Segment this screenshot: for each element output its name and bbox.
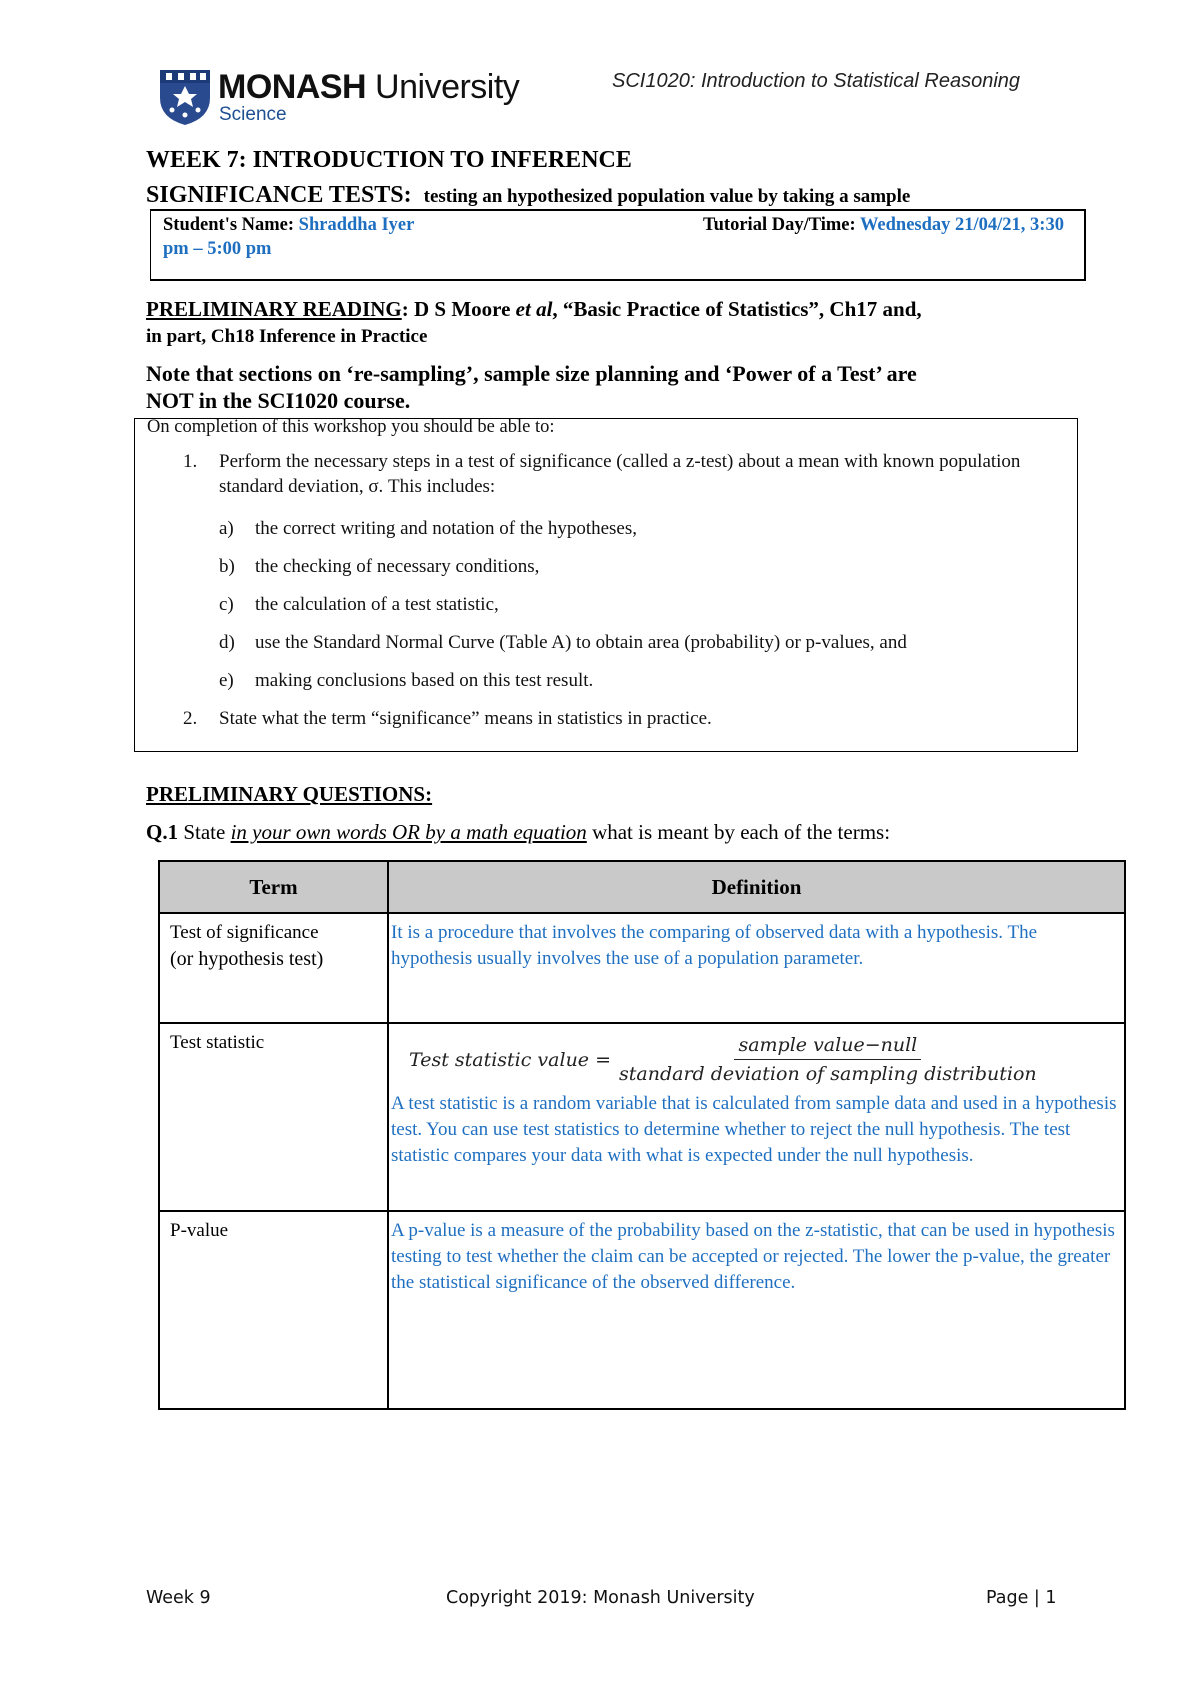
definition-cell[interactable]: Test statistic value = $\frac{\text{sample value−null}}{\text{standard deviation of sampling distribution}}$ A test statistic is a random variable that is calculated from sample data and used in a hypothesis test. You can use test statistics to determine whether to reject the null hypothesis. The test statistic compares your data with what is expected under the null hypothesis. [388, 1023, 1125, 1211]
table-row [159, 1023, 1125, 1211]
logo-faculty: Science [219, 104, 287, 125]
test-statistic-formula: Test statistic value = $\frac{\text{sample value−null}}{\text{standard deviation of sampling distribution}}$ [409, 1034, 1037, 1085]
monash-logo [158, 68, 518, 128]
course-note: Note that sections on ‘re-sampling’, sample size planning and ‘Power of a Test’ are NOT in the SCI1020 course. [146, 361, 917, 413]
preliminary-questions-heading: PRELIMINARY QUESTIONS: [146, 782, 433, 806]
term-cell: Test statistic [159, 1023, 388, 1211]
table-row [159, 1211, 1125, 1409]
logo-wordmark: MONASH University [218, 68, 520, 106]
course-title: SCI1020: Introduction to Statistical Reasoning [612, 70, 1021, 92]
column-header-definition: Definition [388, 861, 1125, 913]
table-row [159, 913, 1125, 1023]
term-cell: P-value [159, 1211, 388, 1409]
preliminary-reading-label: PRELIMINARY READING [146, 297, 402, 321]
tutorial-value: Wednesday 21/04/21, 3:30 [859, 215, 1064, 235]
footer-week: Week 9 [146, 1588, 211, 1608]
student-name-value: Shraddha Iyer [298, 215, 415, 235]
table-header-row [159, 861, 1125, 913]
monash-crest-icon [158, 68, 212, 126]
student-name-label: Student's Name: [163, 215, 295, 235]
objectives-intro: On completion of this workshop you should be able to: [147, 417, 555, 437]
tutorial-value-continued: pm – 5:00 pm [163, 239, 272, 259]
definition-cell[interactable]: It is a procedure that involves the comparing of observed data with a hypothesis. The hypothesis usually involves the use of a population parameter. [388, 913, 1125, 1023]
preliminary-reading: PRELIMINARY READING: D S Moore et al, “Basic Practice of Statistics”, Ch17 and, in part, Ch18 Inference in Practice [146, 297, 922, 347]
footer-copyright: Copyright 2019: Monash University [446, 1588, 755, 1608]
definition-cell[interactable]: A p-value is a measure of the probability based on the z-statistic, that can be used in hypothesis testing to test whether the claim can be accepted or rejected. The lower the p-value, the greater the statistical significance of the observed difference. [388, 1211, 1125, 1409]
question-1: Q.1 State in your own words OR by a math equation what is meant by each of the terms: [146, 820, 891, 844]
tutorial-label: Tutorial Day/Time: [703, 215, 856, 235]
column-header-term: Term [159, 861, 388, 913]
terms-table [158, 860, 1126, 1410]
term-cell: Test of significance (or hypothesis test) [159, 913, 388, 1023]
page-subtitle: SIGNIFICANCE TESTS: testing an hypothesized population value by taking a sample [146, 182, 911, 208]
student-info-box [150, 209, 1086, 281]
footer-page-number: Page | 1 [986, 1588, 1057, 1608]
learning-objectives-box: On completion of this workshop you should be able to: 1. Perform the necessary steps in a test of significance (called a z-test) about a mean with known population standard deviation, σ. This includes: a) the correct writing and notation of the hypotheses, b) the checking of necessary conditions, c) the calculation of a test statistic, d) use the Standard Normal Curve (Table A) to obtain area (probability) or p-values, and e) making conclusions based on this test result. 2. State what the term “significance” means in statistics in practice. [134, 418, 1078, 752]
page-title: WEEK 7: INTRODUCTION TO INFERENCE [146, 147, 632, 173]
